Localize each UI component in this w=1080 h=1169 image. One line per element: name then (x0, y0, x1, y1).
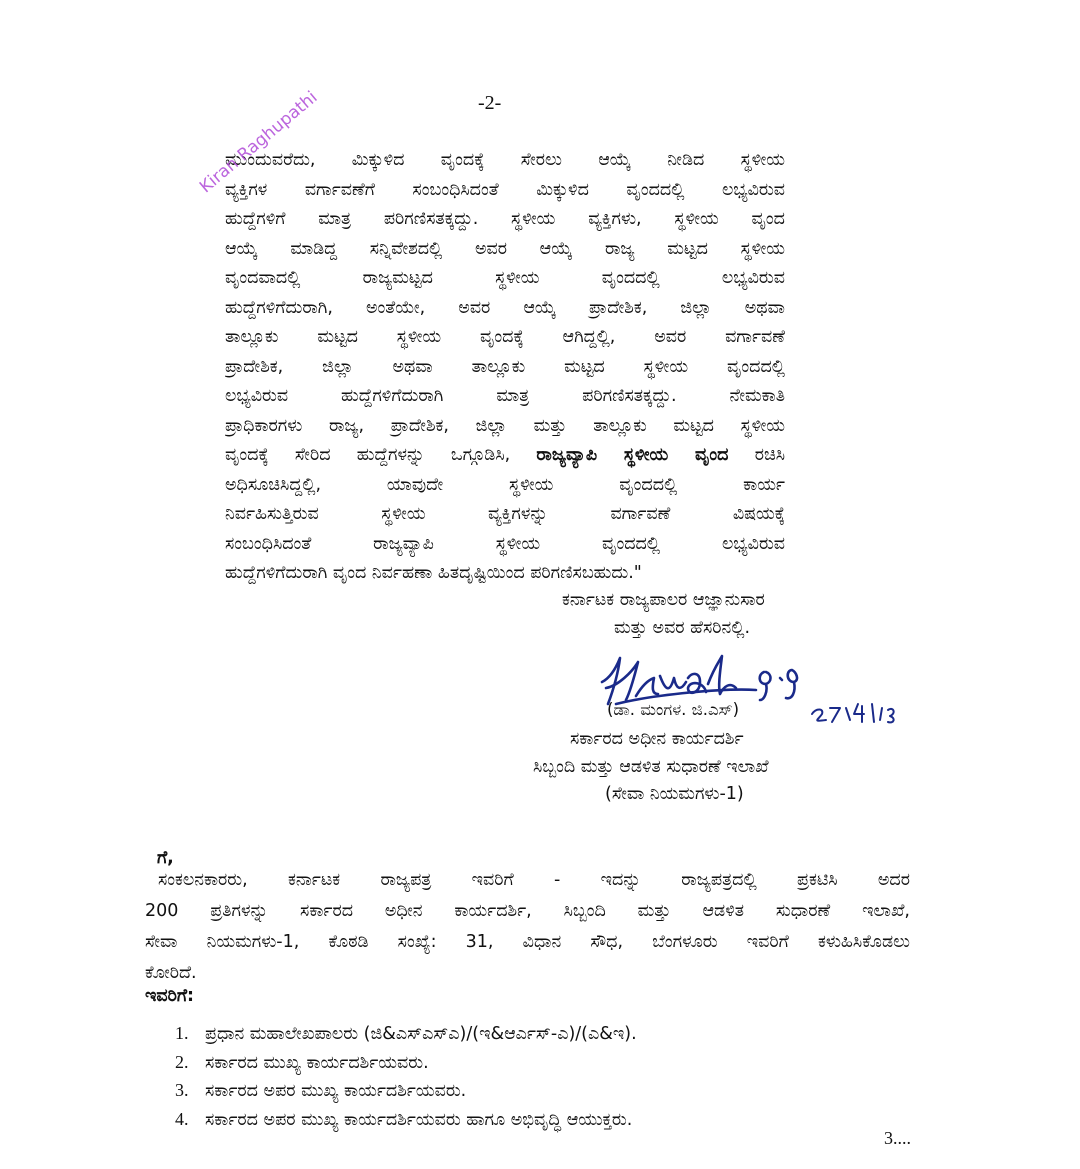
body-line: ಆಯ್ಕೆ ಮಾಡಿದ್ದ ಸನ್ನಿವೇಶದಲ್ಲಿ ಅವರ ಆಯ್ಕೆ ರಾಜ್ಯ ಮಟ್ಟದ ಸ್ಥಳೀಯ (225, 238, 785, 259)
order-line-1: ಕರ್ನಾಟಕ ರಾಜ್ಯಪಾಲರ ಆಜ್ಞಾನುಸಾರ (562, 590, 765, 610)
to-line: 200 ಪ್ರತಿಗಳನ್ನು ಸರ್ಕಾರದ ಅಧೀನ ಕಾರ್ಯದರ್ಶಿ, ಸಿಬ್ಬಂದಿ ಮತ್ತು ಆಡಳಿತ ಸುಧಾರಣೆ ಇಲಾಖೆ, (145, 901, 910, 921)
signatory-name: (ಡಾ. ಮಂಗಳ. ಜಿ.ಎಸ್) (607, 700, 740, 719)
list-item-number: 3. (175, 1080, 189, 1100)
list-item-text: ಸರ್ಕಾರದ ಮುಖ್ಯ ಕಾರ್ಯದರ್ಶಿಯವರು. (205, 1052, 429, 1073)
body-text: ರಚಿಸಿ (728, 445, 785, 465)
list-item-text: ಸರ್ಕಾರದ ಅಪರ ಮುಖ್ಯ ಕಾರ್ಯದರ್ಶಿಯವರು ಹಾಗೂ ಅಭಿವೃದ್ಧಿ ಆಯುಕ್ತರು. (205, 1109, 633, 1130)
list-item-text: ಪ್ರಧಾನ ಮಹಾಲೇಖಪಾಲರು (ಜಿ&ಎಸ್ಎಸ್ಎ)/(ಇ&ಆರ್ಎಸ್-ಎ)/(ಎ&ಇ). (205, 1024, 637, 1044)
body-line: ಅಧಿಸೂಚಿಸಿದ್ದಲ್ಲಿ, ಯಾವುದೇ ಸ್ಥಳೀಯ ವೃಂದದಲ್ಲಿ ಕಾರ್ಯ (225, 474, 785, 495)
officer-designation: ಸರ್ಕಾರದ ಅಧೀನ ಕಾರ್ಯದರ್ಶಿ (570, 729, 744, 749)
next-page-marker: 3.... (884, 1128, 911, 1148)
officer-department: ಸಿಬ್ಬಂದಿ ಮತ್ತು ಆಡಳಿತ ಸುಧಾರಣೆ ಇಲಾಖೆ (533, 757, 769, 777)
list-item (175, 1052, 637, 1081)
body-line: ಪ್ರಾಧಿಕಾರಗಳು ರಾಜ್ಯ, ಪ್ರಾದೇಶಿಕ, ಜಿಲ್ಲಾ ಮತ್ತು ತಾಲ್ಲೂಕು ಮಟ್ಟದ ಸ್ಥಳೀಯ (225, 415, 785, 436)
officer-section: (ಸೇವಾ ನಿಯಮಗಳು-1) (605, 784, 744, 804)
to-paragraph (145, 865, 910, 989)
body-line: ಹುದ್ದೆಗಳಿಗೆದುರಾಗಿ, ಅಂತೆಯೇ, ಅವರ ಆಯ್ಕೆ ಪ್ರಾದೇಶಿಕ, ಜಿಲ್ಲಾ ಅಥವಾ (225, 297, 785, 318)
body-line: ತಾಲ್ಲೂಕು ಮಟ್ಟದ ಸ್ಥಳೀಯ ವೃಂದಕ್ಕೆ ಆಗಿದ್ದಲ್ಲಿ, ಅವರ ವರ್ಗಾವಣೆ (225, 327, 785, 347)
list-item (175, 1109, 637, 1138)
page-number: -2- (478, 92, 502, 114)
to-line: ಸಂಕಲನಕಾರರು, ಕರ್ನಾಟಕ ರಾಜ್ಯಪತ್ರ ಇವರಿಗೆ - ಇದನ್ನು ರಾಜ್ಯಪತ್ರದಲ್ಲಿ ಪ್ರಕಟಿಸಿ ಅದರ (158, 870, 910, 890)
body-line: ಪ್ರಾದೇಶಿಕ, ಜಿಲ್ಲಾ ಅಥವಾ ತಾಲ್ಲೂಕು ಮಟ್ಟದ ಸ್ಥಳೀಯ ವೃಂದದಲ್ಲಿ (225, 356, 785, 377)
body-line: ವ್ಯಕ್ತಿಗಳ ವರ್ಗಾವಣೆಗೆ ಸಂಬಂಧಿಸಿದಂತೆ ಮಿಕ್ಕುಳಿದ ವೃಂದದಲ್ಲಿ ಲಭ್ಯವಿರುವ (225, 179, 785, 200)
list-item (175, 1080, 637, 1109)
watermark: Kiran Raghupathi (196, 87, 322, 198)
list-item (175, 1023, 637, 1052)
recipients-label: ಇವರಿಗೆ: (145, 986, 195, 1006)
body-line: ವೃಂದವಾದಲ್ಲಿ ರಾಜ್ಯಮಟ್ಟದ ಸ್ಥಳೀಯ ವೃಂದದಲ್ಲಿ ಲಭ್ಯವಿರುವ (225, 268, 785, 288)
body-line: ಹುದ್ದೆಗಳಿಗೆ ಮಾತ್ರ ಪರಿಗಣಿಸತಕ್ಕದ್ದು. ಸ್ಥಳೀಯ ವ್ಯಕ್ತಿಗಳು, ಸ್ಥಳೀಯ ವೃಂದ (225, 209, 785, 229)
list-item-number: 2. (175, 1051, 189, 1072)
order-line-2: ಮತ್ತು ಅವರ ಹೆಸರಿನಲ್ಲಿ. (614, 618, 751, 638)
body-line: ನಿರ್ವಹಿಸುತ್ತಿರುವ ಸ್ಥಳೀಯ ವ್ಯಕ್ತಿಗಳನ್ನು ವರ್ಗಾವಣೆ ವಿಷಯಕ್ಕೆ (225, 504, 785, 524)
body-line-with-bold (225, 441, 785, 471)
list-item-number: 1. (175, 1023, 189, 1043)
body-paragraph (225, 146, 785, 589)
to-line: ಕೋರಿದೆ. (145, 963, 197, 983)
list-item-text: ಸರ್ಕಾರದ ಅಪರ ಮುಖ್ಯ ಕಾರ್ಯದರ್ಶಿಯವರು. (205, 1081, 467, 1101)
body-line: ಮುಂದುವರೆದು, ಮಿಕ್ಕುಳಿದ ವೃಂದಕ್ಕೆ ಸೇರಲು ಆಯ್ಕೆ ನೀಡಿದ ಸ್ಥಳೀಯ (225, 150, 785, 170)
list-item-number: 4. (175, 1108, 189, 1129)
body-line: ಲಭ್ಯವಿರುವ ಹುದ್ದೆಗಳಿಗೆದುರಾಗಿ ಮಾತ್ರ ಪರಿಗಣಿಸತಕ್ಕದ್ದು. ನೇಮಕಾತಿ (225, 386, 785, 406)
to-label: ಗೆ, (157, 848, 174, 868)
body-text: ವೃಂದಕ್ಕೆ ಸೇರಿದ ಹುದ್ದೆಗಳನ್ನು ಒಗ್ಗೂಡಿಸಿ, (225, 445, 537, 465)
body-line: ಸಂಬಂಧಿಸಿದಂತೆ ರಾಜ್ಯವ್ಯಾಪಿ ಸ್ಥಳೀಯ ವೃಂದದಲ್ಲಿ ಲಭ್ಯವಿರುವ (225, 533, 785, 554)
to-line: ಸೇವಾ ನಿಯಮಗಳು-1, ಕೊಠಡಿ ಸಂಖ್ಯೆ: 31, ವಿಧಾನ ಸೌಧ, ಬೆಂಗಳೂರು ಇವರಿಗೆ ಕಳುಹಿಸಿಕೊಡಲು (145, 932, 910, 952)
bold-phrase: ರಾಜ್ಯವ್ಯಾಪಿ ಸ್ಥಳೀಯ ವೃಂದ (536, 445, 729, 465)
recipients-list (175, 1023, 637, 1137)
body-line: ಹುದ್ದೆಗಳಿಗೆದುರಾಗಿ ವೃಂದ ನಿರ್ವಹಣಾ ಹಿತದೃಷ್ಟಿಯಿಂದ ಪರಿಗಣಿಸಬಹುದು." (225, 563, 642, 583)
